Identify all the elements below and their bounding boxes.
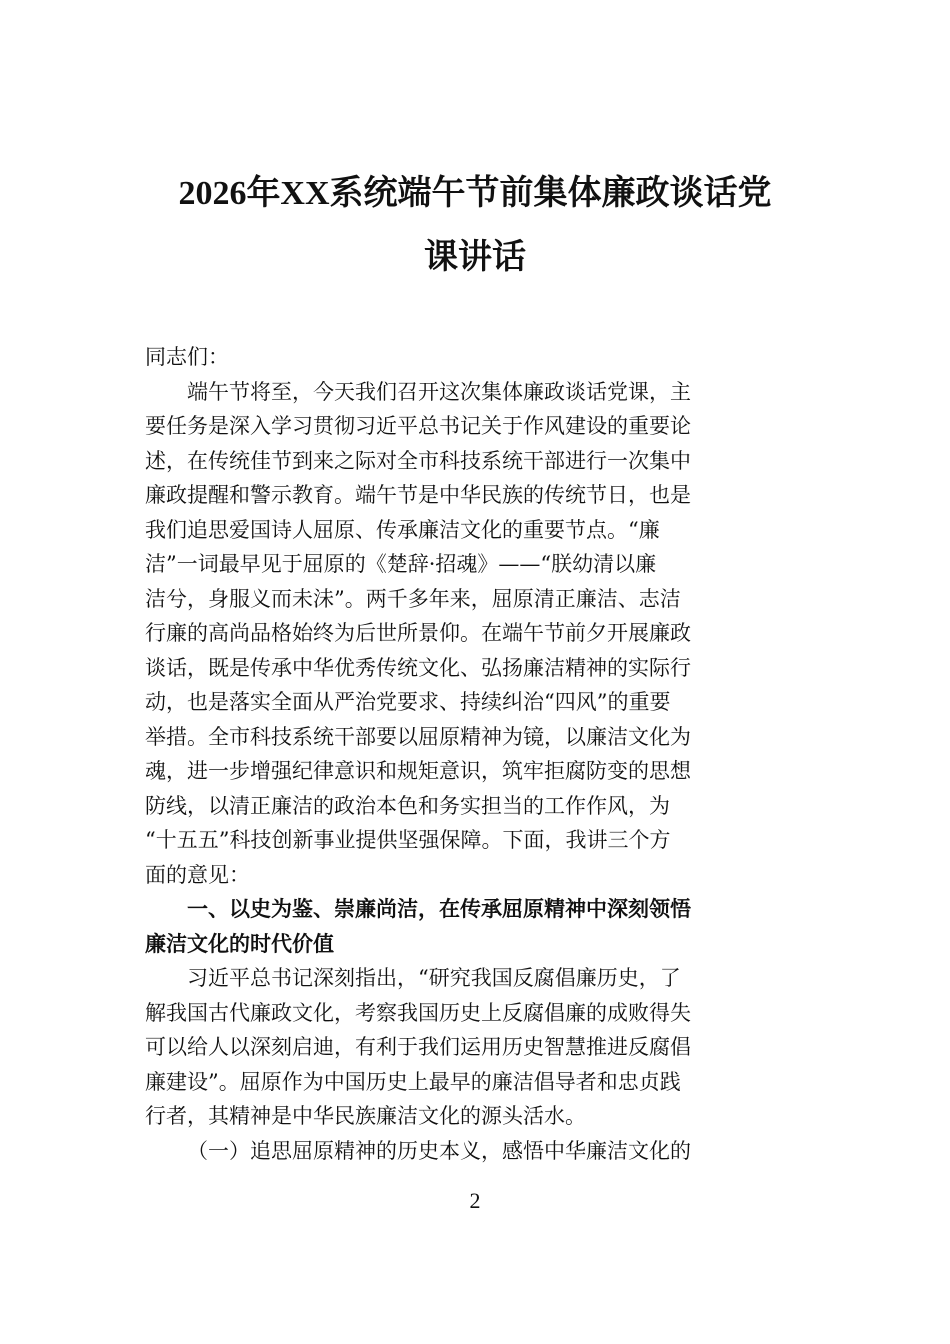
page-number: 2 bbox=[469, 1188, 481, 1213]
paragraph-line: 解我国古代廉政文化，考察我国历史上反腐倡廉的成败得失 bbox=[145, 1000, 691, 1025]
document-body bbox=[145, 340, 807, 1168]
title-line: 2026年XX系统端午节前集体廉政谈话党 bbox=[178, 175, 772, 212]
paragraph-line: 洁兮，身服义而未沬”。两千多年来，屈原清正廉洁、志洁 bbox=[145, 586, 681, 611]
paragraph-line: 防线，以清正廉洁的政治本色和务实担当的工作作风，为 bbox=[145, 793, 670, 818]
subsection-heading: （一）追思屈原精神的历史本义，感悟中华廉洁文化的 bbox=[187, 1138, 691, 1163]
paragraph-line: “十五五”科技创新事业提供坚强保障。下面，我讲三个方 bbox=[145, 828, 671, 852]
salutation: 同志们： bbox=[145, 345, 229, 369]
paragraph-line: 要任务是深入学习贯彻习近平总书记关于作风建设的重要论 bbox=[145, 414, 691, 438]
paragraph-line: 述，在传统佳节到来之际对全市科技系统干部进行一次集中 bbox=[145, 448, 691, 473]
document-title bbox=[145, 162, 805, 290]
paragraph-line: 廉建设”。屈原作为中国历史上最早的廉洁倡导者和忠贞践 bbox=[145, 1069, 681, 1094]
paragraph-line: 廉政提醒和警示教育。端午节是中华民族的传统节日，也是 bbox=[145, 483, 691, 507]
paragraph-line: 举措。全市科技系统干部要以屈原精神为镜，以廉洁文化为 bbox=[145, 724, 691, 749]
paragraph-line: 谈话，既是传承中华优秀传统文化、弘扬廉洁精神的实际行 bbox=[145, 655, 691, 680]
paragraph-line: 魂，进一步增强纪律意识和规矩意识，筑牢拒腐防变的思想 bbox=[145, 759, 691, 783]
paragraph-line: 可以给人以深刻启迪，有利于我们运用历史智慧推进反腐倡 bbox=[145, 1035, 691, 1059]
paragraph-line: 行廉的高尚品格始终为后世所景仰。在端午节前夕开展廉政 bbox=[145, 621, 691, 645]
section-heading: 一、以史为鉴、崇廉尚洁，在传承屈原精神中深刻领悟 bbox=[187, 897, 691, 921]
paragraph-line: 行者，其精神是中华民族廉洁文化的源头活水。 bbox=[145, 1104, 586, 1128]
paragraph-line: 我们追思爱国诗人屈原、传承廉洁文化的重要节点。“廉 bbox=[145, 517, 660, 542]
paragraph-line: 动，也是落实全面从严治党要求、持续纠治“四风”的重要 bbox=[145, 690, 671, 714]
paragraph-line: 面的意见： bbox=[145, 862, 250, 887]
section-heading: 廉洁文化的时代价值 bbox=[145, 931, 334, 956]
paragraph-line: 洁”一词最早见于屈原的《楚辞·招魂》——“朕幼清以廉 bbox=[145, 552, 657, 576]
paragraph-line: 习近平总书记深刻指出，“研究我国反腐倡廉历史，了 bbox=[187, 966, 681, 990]
title-line: 课讲话 bbox=[424, 239, 526, 276]
paragraph-line: 端午节将至，今天我们召开这次集体廉政谈话党课，主 bbox=[187, 379, 691, 404]
